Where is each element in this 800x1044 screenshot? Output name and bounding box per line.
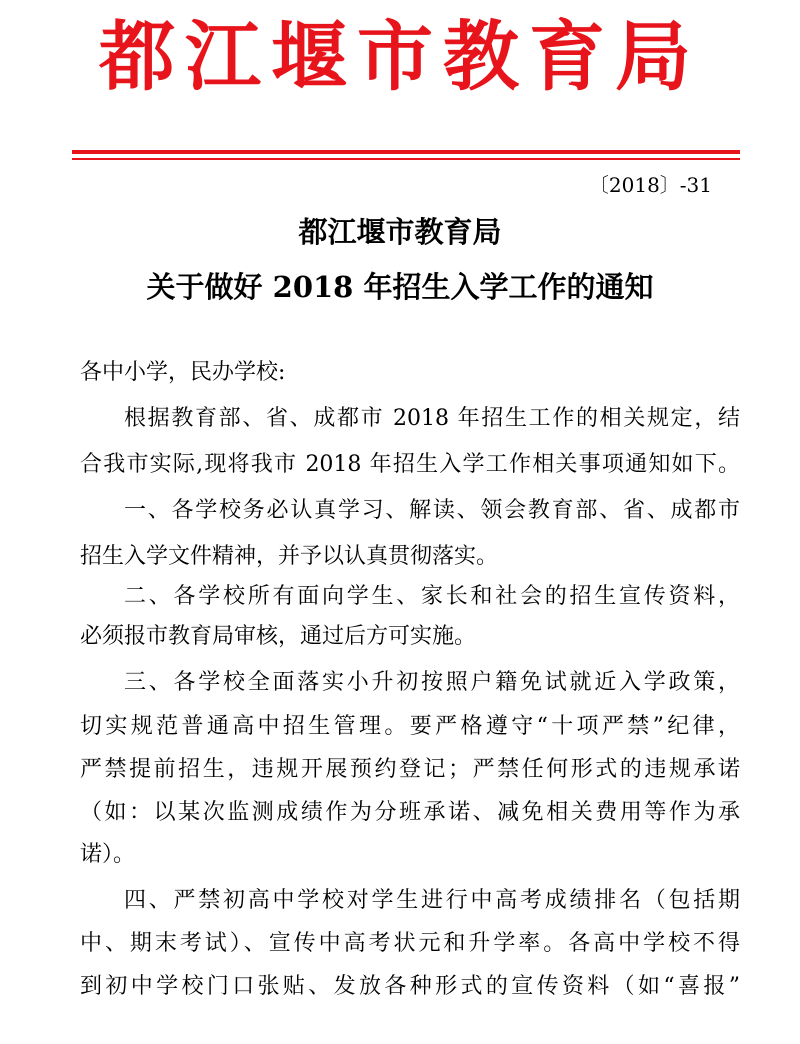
paragraph-line: 一、各学校务必认真学习、解读、领会教育部、省、成都市 — [124, 498, 740, 523]
paragraph-line: 根据教育部、省、成都市 2018 年招生工作的相关规定，结 — [124, 406, 740, 431]
paragraph-line: 合我市实际,现将我市 2018 年招生入学工作相关事项通知如下。 — [80, 452, 740, 477]
red-divider-thick — [72, 150, 740, 154]
paragraph-line: 中、期末考试）、宣传中高考状元和升学率。各高中学校不得 — [80, 931, 740, 956]
paragraph-line: 招生入学文件精神，并予以认真贯彻落实。 — [80, 544, 499, 569]
document-title-line: 关于做好 2018 年招生入学工作的通知 — [146, 270, 654, 304]
document-number: 〔2018〕-31 — [588, 173, 712, 197]
letterhead-title: 都江堰市教育局 — [99, 12, 701, 101]
paragraph-line: 诺）。 — [80, 842, 136, 867]
salutation: 各中小学，民办学校: — [80, 360, 286, 385]
paragraph-line: （如：以某次监测成绩作为分班承诺、减免相关费用等作为承 — [80, 800, 740, 825]
document-title-line: 都江堰市教育局 — [298, 215, 502, 249]
paragraph-line: 到初中学校门口张贴、发放各种形式的宣传资料（如“喜报” — [80, 974, 740, 999]
red-divider-thin — [72, 158, 740, 160]
paragraph-line: 严禁提前招生，违规开展预约登记；严禁任何形式的违规承诺 — [80, 757, 740, 782]
paragraph-line: 三、各学校全面落实小升初按照户籍免试就近入学政策， — [124, 670, 740, 695]
paragraph-line: 四、严禁初高中学校对学生进行中高考成绩排名（包括期 — [124, 888, 740, 913]
paragraph-line: 必须报市教育局审核，通过后方可实施。 — [80, 624, 477, 649]
paragraph-line: 切实规范普通高中招生管理。要严格遵守“十项严禁”纪律， — [80, 714, 740, 739]
paragraph-line: 二、各学校所有面向学生、家长和社会的招生宣传资料， — [124, 584, 740, 609]
